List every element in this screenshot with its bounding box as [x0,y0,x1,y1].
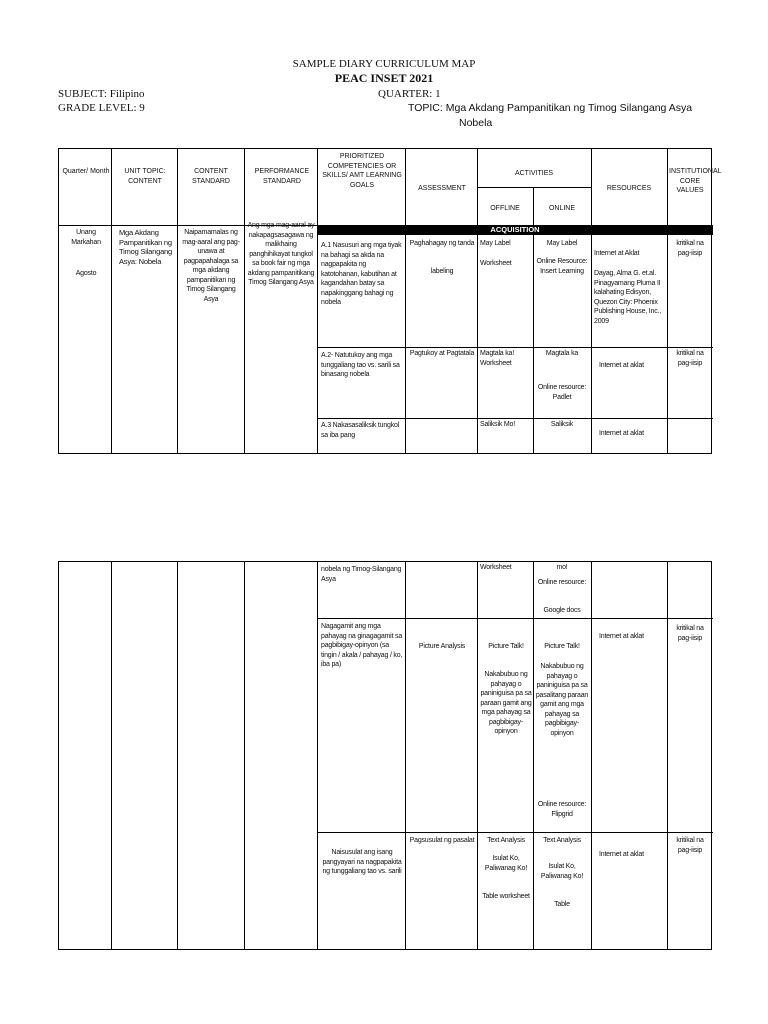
offline-a3: Saliksik Mo! [480,421,515,428]
offline-opinion: Picture Talk! [488,643,524,650]
content-standard-cell: Naipamamalas ng mag-aaral ang pag-unawa at pagpapahalaga sa mga akdang pampanitikan ng Timog Silangang Asya [182,229,240,303]
online-opinion: Picture Talk! [544,643,580,650]
quarter-month-cell: Unang Markahan [71,229,101,246]
values-a2: kritikal na pag-iisip [676,350,704,367]
col-competencies-header: PRIORITIZED COMPETENCIES OR SKILLS/ AMT LEARNING GOALS [322,153,402,189]
col-offline-header: OFFLINE [490,205,520,212]
grade-label: GRADE LEVEL: 9 [58,102,145,114]
resources-a1-b: Dayag, Alma G. et.al. Pinagyamang Pluma II kalahating Edisyon, Quezon City: Phoenix Publishing House, Inc., 2009 [594,270,661,325]
document-subtitle: PEAC INSET 2021 [334,71,434,85]
online-a3: Saliksik [550,421,574,428]
online-conflict: Text Analysis [543,837,581,844]
col-assessment-header: ASSESSMENT [418,185,466,192]
assessment-opinion: Picture Analysis [418,643,466,650]
offline-conflict: Text Analysis [487,837,525,844]
online-conflict-b: Isulat Ko, Paliwanag Ko! [540,863,584,880]
assessment-a1-b: labeling [430,268,454,275]
online-a3-cont: mo! [556,564,568,571]
offline-a2: Magtala ka! [480,350,514,357]
online-opinion-b: Nakabubuo ng pahayag o paniniguisa pa sa pasalitang paraan gamit ang mga pahayag sa pagbibigay-opinyon [535,663,589,737]
online-a2-b: Online resource: Padlet [537,384,587,401]
col-performance-standard-header: PERFORMANCE STANDARD [254,168,310,185]
subject-label: SUBJECT: Filipino [58,88,145,100]
competency-a1: A.1 Nasusuri ang mga tiyak na bahagi sa akda na nagpapakita ng katotohanan, kabutihan at kagandahan batay sa napakinggang bahagi ng nobela [321,242,402,306]
offline-a3-cont: Worksheet [480,564,512,571]
competency-conflict: Naisusulat ang isang pangyayari na nagpapakita ng tunggaliang tao vs. sarili [322,849,402,875]
competency-opinion: Nagagamit ang mga pahayag na ginagagamit sa pagbibigay-opinyon (sa tingin / akala / pahayag / ko, iba pa) [321,623,403,668]
performance-standard-cell: Ang mga mag-aaral ay nakapagsasagawa ng malikhaing panghihikayat tungkol sa book fair ng mga akdang pampanitikang Timog Silangang Asya [247,222,315,286]
offline-a1: May Label [480,240,511,247]
online-opinion-c: Online resource: Flipgrid [537,801,587,818]
online-a1: May Label [546,240,578,247]
offline-opinion-b: Nakabubuo ng pahayag o paniniguisa pa sa paraan gamit ang mga pahayag sa pagbibigay-opinyon [480,671,532,735]
resources-a1: Internet at Aklat [594,250,640,257]
col-values-header: INSTITUTIONAL CORE VALUES [669,168,722,194]
offline-conflict-b: Isulat Ko, Paliwanag Ko! [484,855,528,872]
online-a3-cont-b: Online resource: [537,579,587,586]
competency-a3-cont: nobela ng Timog-Silangang Asya [321,566,402,583]
values-conflict: kritikal na pag-iisip [676,837,704,854]
online-a1-b: Online Resource: Insert Learning [536,258,588,275]
online-a3-cont-c: Google docs [543,607,581,614]
col-unit-topic-header: UNIT TOPIC: CONTENT [124,168,166,185]
col-resources-header: RESOURCES [606,185,652,192]
resources-a3: Internet at aklat [599,430,644,437]
col-online-header: ONLINE [548,205,576,212]
offline-a2-b: Worksheet [480,360,512,367]
offline-a1-b: Worksheet [480,260,512,267]
online-a2: Magtala ka [545,350,579,357]
resources-a2: Internet at aklat [599,362,644,369]
month-cell: Agosto [75,270,97,277]
col-content-standard-header: CONTENT STANDARD [192,168,230,185]
offline-conflict-c: Table worksheet [482,893,530,900]
values-opinion: kritikal na pag-iisip [676,625,704,642]
assessment-a1: Paghahagay ng tanda [409,240,475,247]
topic-label: TOPIC: Mga Akdang Pampanitikan ng Timog Silangang Asya [408,102,693,114]
topic-subtopic: Nobela [459,117,493,129]
col-activities-header: ACTIVITIES [514,170,554,177]
resources-conflict: Internet at aklat [599,851,644,858]
assessment-conflict: Pagsusulat ng pasalat [409,837,475,844]
online-conflict-c: Table [554,901,570,908]
resources-opinion: Internet at aklat [599,633,644,640]
unit-topic-cell: Mga Akdang Pampanitikan ng Timog Silangang Asya: Nobela [119,228,173,266]
document-title: SAMPLE DIARY CURRICULUM MAP [292,58,476,70]
col-quarter-header: Quarter/ Month [62,168,110,175]
competency-a3: A.3 Nakasasaliksik tungkol sa iba pang [321,422,400,439]
competency-a2: A.2- Natutukoy ang mga tunggaliang tao vs. sarili sa binasang nobela [321,352,400,378]
curriculum-table-page1 [58,148,722,454]
curriculum-table-page2 [58,561,712,950]
values-a1: kritikal na pag-iisip [676,240,704,257]
quarter-label: QUARTER: 1 [378,88,441,100]
acquisition-bar: ACQUISITION [317,225,713,235]
assessment-a2: Pagtukoy at Pagtatala [409,350,475,357]
